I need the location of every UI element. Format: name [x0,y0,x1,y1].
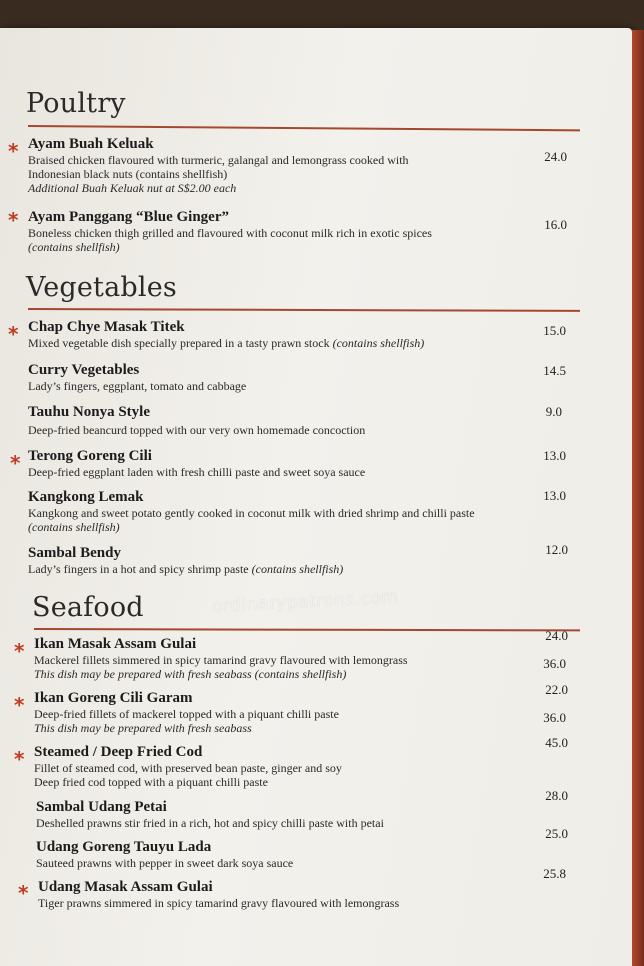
menu-item [28,545,548,576]
star-icon: * [14,639,25,663]
dish-description: Sauteed prawns with pepper in sweet dark soya sauce [36,856,294,870]
dish-description: Lady’s fingers, eggplant, tomato and cabbage [28,379,247,393]
dish-name: Kangkong Lemak [28,489,144,505]
dish-name: Ikan Goreng Cili Garam [34,690,193,706]
dish-name: Terong Goreng Cili [28,448,152,464]
dish-description: Deep-fried eggplant laden with fresh chilli paste and sweet soya sauce [28,465,366,479]
section-title-vegetables: Vegetables [26,272,177,303]
dish-price: 13.0 [543,448,566,463]
dish-price-alt: 36.0 [543,710,566,725]
dish-note: (contains shellfish) [28,520,120,534]
star-icon: * [14,693,25,717]
menu-item [28,209,548,254]
menu-item [36,799,556,830]
dish-price: 45.0 [545,735,568,750]
dish-name: Curry Vegetables [28,362,140,378]
dish-description: Fillet of steamed cod, with preserved bean paste, ginger and soy [34,761,342,775]
menu-item [28,404,548,437]
dish-price: 15.0 [543,323,566,338]
dish-name: Steamed / Deep Fried Cod [34,744,203,760]
dish-note: This dish may be prepared with fresh seabass [34,721,252,735]
dish-price: 25.8 [543,866,566,881]
dish-description [28,562,548,576]
dish-description: Boneless chicken thigh grilled and flavoured with coconut milk rich in exotic spices [28,226,432,240]
menu-cover-edge [632,30,644,966]
dish-note: (contains shellfish) [28,240,120,254]
menu-item [34,690,554,735]
dish-price: 22.0 [545,682,568,697]
dish-description: Deep fried cod topped with a piquant chilli paste [34,775,268,789]
star-icon: * [14,747,25,771]
dish-description: Mackerel fillets simmered in spicy tamarind gravy flavoured with lemongrass [34,653,408,667]
dish-name: Sambal Udang Petai [36,799,167,815]
section-divider [28,125,580,131]
dish-description [28,336,548,350]
dish-description: Deep-fried beancurd topped with our very own homemade concoction [28,423,366,437]
dish-description: Deshelled prawns stir fried in a rich, hot and spicy chilli paste with petai [36,816,384,830]
dish-description: Tiger prawns simmered in spicy tamarind gravy flavoured with lemongrass [38,896,400,910]
dish-name: Tauhu Nonya Style [28,404,150,420]
star-icon: * [10,451,21,475]
menu-item [28,362,548,393]
dish-note: (contains shellfish) [332,336,425,350]
dish-name: Ayam Buah Keluak [28,136,154,152]
dish-price: 28.0 [545,788,568,803]
dish-note: (contains shellfish) [251,562,344,576]
star-icon: * [8,139,19,163]
dish-price: 14.5 [543,363,566,378]
dish-price-alt: 36.0 [543,656,566,671]
menu-page [0,28,632,966]
menu-item [34,636,554,681]
section-divider [34,628,580,631]
dish-price: 24.0 [545,628,568,643]
star-icon: * [8,322,19,346]
menu-item [28,319,548,350]
watermark: ordinarypatrons.com [211,587,399,617]
dish-name: Udang Masak Assam Gulai [38,879,213,895]
description-text: Lady’s fingers in a hot and spicy shrimp paste [28,562,249,576]
dish-note: Additional Buah Keluak nut at S$2.00 each [28,181,237,195]
menu-item [28,489,548,534]
dish-price: 24.0 [544,149,567,164]
section-title-poultry: Poultry [26,88,126,119]
menu-item [36,839,556,870]
dish-price: 12.0 [545,542,568,557]
star-icon: * [8,208,19,232]
dish-description: Kangkong and sweet potato gently cooked in coconut milk with dried shrimp and chilli paste [28,506,475,520]
section-title-seafood: Seafood [32,592,144,623]
dish-name: Ikan Masak Assam Gulai [34,636,197,652]
description-text: Mixed vegetable dish specially prepared in a tasty prawn stock [28,336,330,350]
menu-item [28,136,548,195]
menu-item [28,448,548,479]
menu-item [38,879,558,910]
dish-price: 16.0 [544,217,567,232]
dish-name: Ayam Panggang “Blue Ginger” [28,209,229,225]
section-divider [28,308,580,311]
dish-description: Indonesian black nuts (contains shellfish) [28,167,228,181]
dish-note: This dish may be prepared with fresh seabass (contains shellfish) [34,667,347,681]
dish-price: 13.0 [543,488,566,503]
dish-description: Braised chicken flavoured with turmeric, galangal and lemongrass cooked with [28,153,409,167]
dish-description: Deep-fried fillets of mackerel topped with a piquant chilli paste [34,707,339,721]
dish-name: Sambal Bendy [28,545,121,561]
star-icon: * [18,881,29,905]
menu-item [34,744,554,789]
dish-name: Udang Goreng Tauyu Lada [36,839,212,855]
dish-price: 9.0 [545,404,562,419]
dish-name: Chap Chye Masak Titek [28,319,185,335]
dish-price: 25.0 [545,826,568,841]
